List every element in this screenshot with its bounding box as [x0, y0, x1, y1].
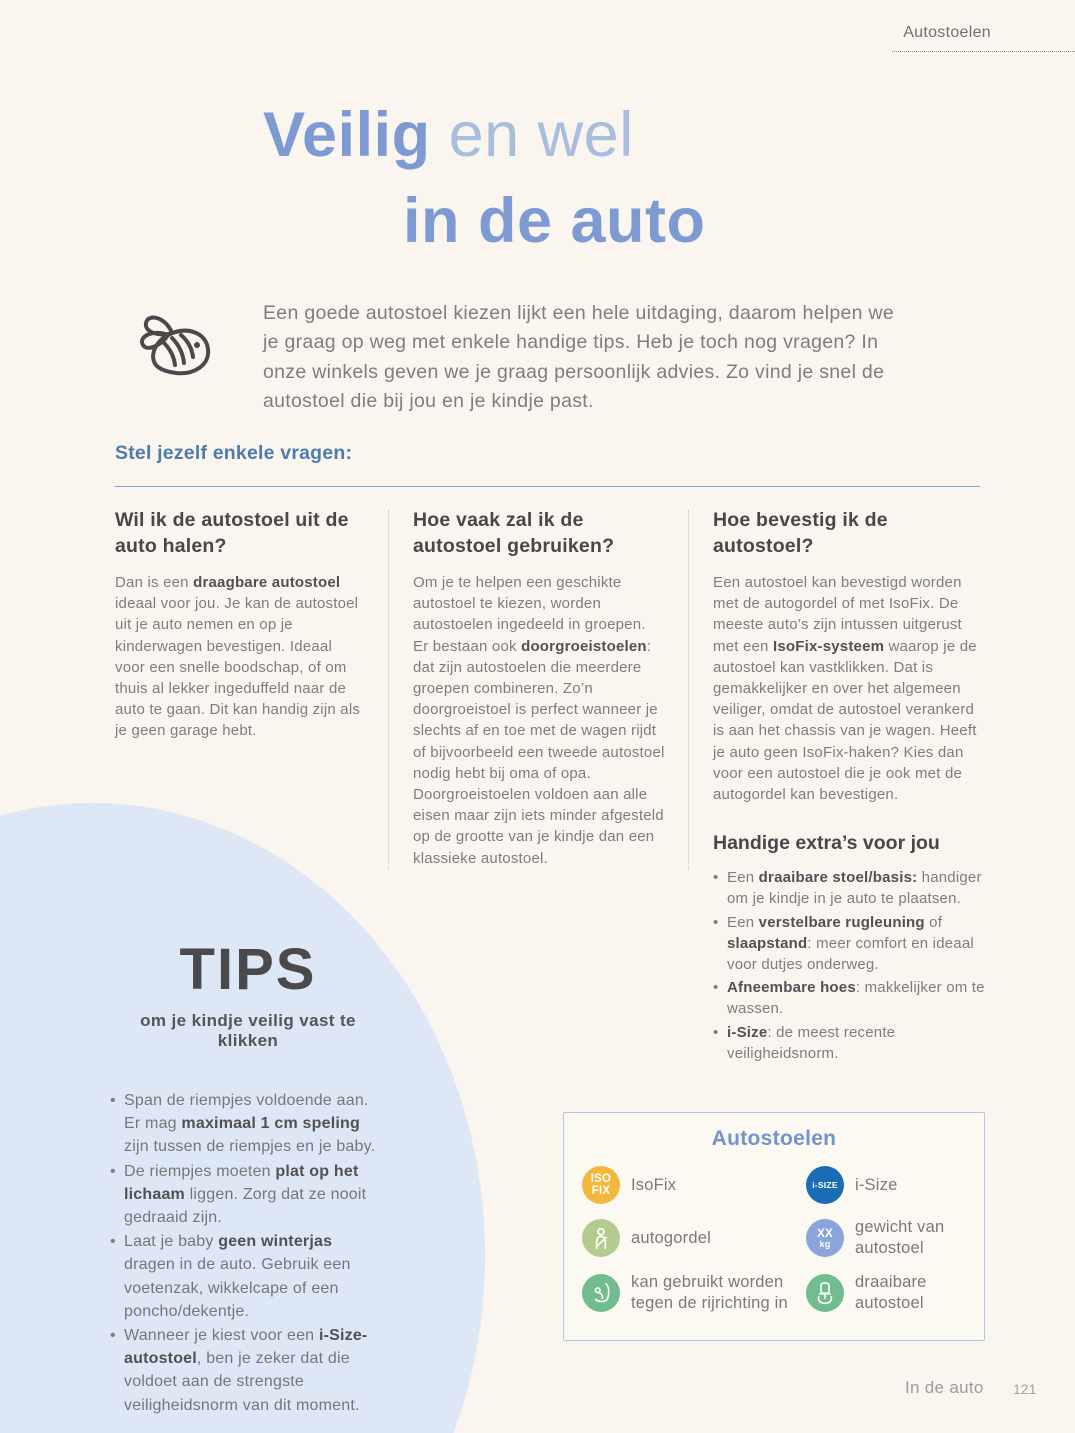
section-rule	[115, 486, 980, 487]
legend-item-isofix	[582, 1166, 806, 1204]
isofix-badge-icon	[582, 1166, 620, 1204]
column-body: Dan is een draagbare autostoel ideaal voor jou. Je kan de autostoel uit je auto nemen en op je kinderwagen bevestigen. Ideaal voor een snelle boodschap, of om thuis al lekker ingeduffeld naar de auto te gaan. Dit kan handig zijn als je geen garage hebt.	[115, 574, 361, 740]
legend-label: i-Size	[855, 1175, 898, 1194]
extras-item: • i-Size: de meest recente veiligheidsnorm.	[713, 1022, 985, 1064]
extras-item: • Een draaibare stoel/basis: handiger om je kindje in je auto te plaatsen.	[713, 867, 985, 909]
tips-subtitle: om je kindje veilig vast te klikken	[140, 1011, 356, 1050]
column-heading: Hoe vaak zal ik de autostoel gebruiken?	[413, 509, 615, 557]
legend-item-isize	[806, 1166, 972, 1204]
legend-label: draaibare autostoel	[855, 1273, 927, 1312]
rear-facing-seat-icon	[582, 1274, 620, 1312]
extras-heading: Handige extra’s voor jou	[713, 832, 940, 855]
seatbelt-icon	[582, 1219, 620, 1257]
page-title-line2: in de auto	[403, 186, 706, 256]
legend-grid	[582, 1166, 974, 1314]
page-title-line1	[263, 92, 706, 178]
extras-list	[713, 867, 985, 1064]
legend-label: IsoFix	[631, 1175, 677, 1194]
legend-item-gewicht	[806, 1217, 972, 1259]
badge-text: ISO	[590, 1173, 612, 1185]
footer-section-label: In de auto	[905, 1378, 984, 1397]
title-rest: en wel	[430, 100, 634, 170]
i-size-badge-icon	[806, 1166, 844, 1204]
column-bevestigen	[713, 507, 985, 1066]
footer-page-number: 121	[1013, 1381, 1037, 1397]
legend-label: kan gebruikt worden tegen de rijrichting in	[631, 1273, 788, 1312]
column-gebruik	[413, 507, 665, 1066]
autostoelen-legend-box	[563, 1112, 985, 1341]
seat-weight-icon	[806, 1219, 844, 1257]
legend-label: gewicht van autostoel	[855, 1218, 945, 1257]
legend-title: Autostoelen	[711, 1127, 837, 1150]
intro-paragraph: Een goede autostoel kiezen lijkt een hele uitdaging, daarom helpen we je graag op weg met enkele handige tips. Heb je toch nog vragen? In onze winkels geven we je graag persoonlijk advies. Zo vind je snel de autostoel die bij jou en je kindje past.	[263, 301, 895, 412]
legend-item-draaibare	[806, 1272, 972, 1314]
header-dotted-rule	[892, 51, 1075, 52]
legend-item-autogordel	[582, 1217, 806, 1259]
legend-item-rear-facing	[582, 1272, 806, 1314]
tips-section	[110, 936, 386, 1418]
tips-item: • Wanneer je kiest voor een i-Size-autostoel, ben je zeker dat die voldoet aan de strengste veiligheidsnorm van dit moment.	[110, 1324, 386, 1417]
column-heading: Hoe bevestig ik de autostoel?	[713, 509, 888, 557]
column-body: Om je te helpen een geschikte autostoel te kiezen, worden autostoelen ingedeeld in groepen. Er bestaan ook doorgroeistoelen: dat zijn autostoelen die meerdere groepen combineren. Zo’n doorgroeistoel is perfect wanneer je slechts af en toe met de wagen rijdt of bijvoorbeeld een tweede autostoel nodig hebt bij oma of opa. Doorgroeistoelen voldoen aan alle eisen maar zijn iets minder afgesteld op de grootte van je kindje dan een klassieke autostoel.	[413, 574, 665, 867]
extras-item: • Afneembare hoes: makkelijker om te wassen.	[713, 977, 985, 1019]
bee-icon	[134, 305, 224, 395]
badge-text: FIX	[591, 1185, 611, 1197]
title-accent: Veilig	[263, 100, 431, 170]
badge-text: i-SIZE	[812, 1180, 838, 1190]
legend-label: autogordel	[631, 1228, 711, 1247]
extras-item: • Een verstelbare rugleuning of slaapstand: meer comfort en ideaal voor dutjes onderweg.	[713, 912, 985, 976]
tips-list	[110, 1089, 386, 1417]
column-body: Een autostoel kan bevestigd worden met de autogordel of met IsoFix. De meeste auto’s zijn intussen uitgerust met een IsoFix-systeem waarop je de autostoel kan vastklikken. Dat is gemakkelijker en over het algemeen veiliger, omdat de autostoel verankerd is aan het chassis van je wagen. Heeft je auto geen IsoFix-haken? Kies dan voor een autostoel die je ook met de autogordel kan bevestigen.	[713, 574, 977, 804]
column-heading: Wil ik de autostoel uit de auto halen?	[115, 509, 349, 557]
page-header-tab: Autostoelen	[903, 24, 991, 41]
swivel-seat-icon	[806, 1274, 844, 1312]
page-title	[263, 92, 706, 264]
badge-text: kg	[819, 1238, 831, 1249]
tips-item: • De riempjes moeten plat op het lichaam liggen. Zorg dat ze nooit gedraaid zijn.	[110, 1160, 386, 1230]
tips-title: TIPS	[179, 937, 317, 1002]
tips-item: • Laat je baby geen winterjas dragen in de auto. Gebruik een voetenzak, wikkelcape of een poncho/dekentje.	[110, 1230, 386, 1323]
badge-text: XX	[817, 1227, 833, 1240]
tips-item: • Span de riempjes voldoende aan. Er mag maximaal 1 cm speling zijn tussen de riempjes en je baby.	[110, 1089, 386, 1159]
section-heading: Stel jezelf enkele vragen:	[115, 442, 353, 464]
